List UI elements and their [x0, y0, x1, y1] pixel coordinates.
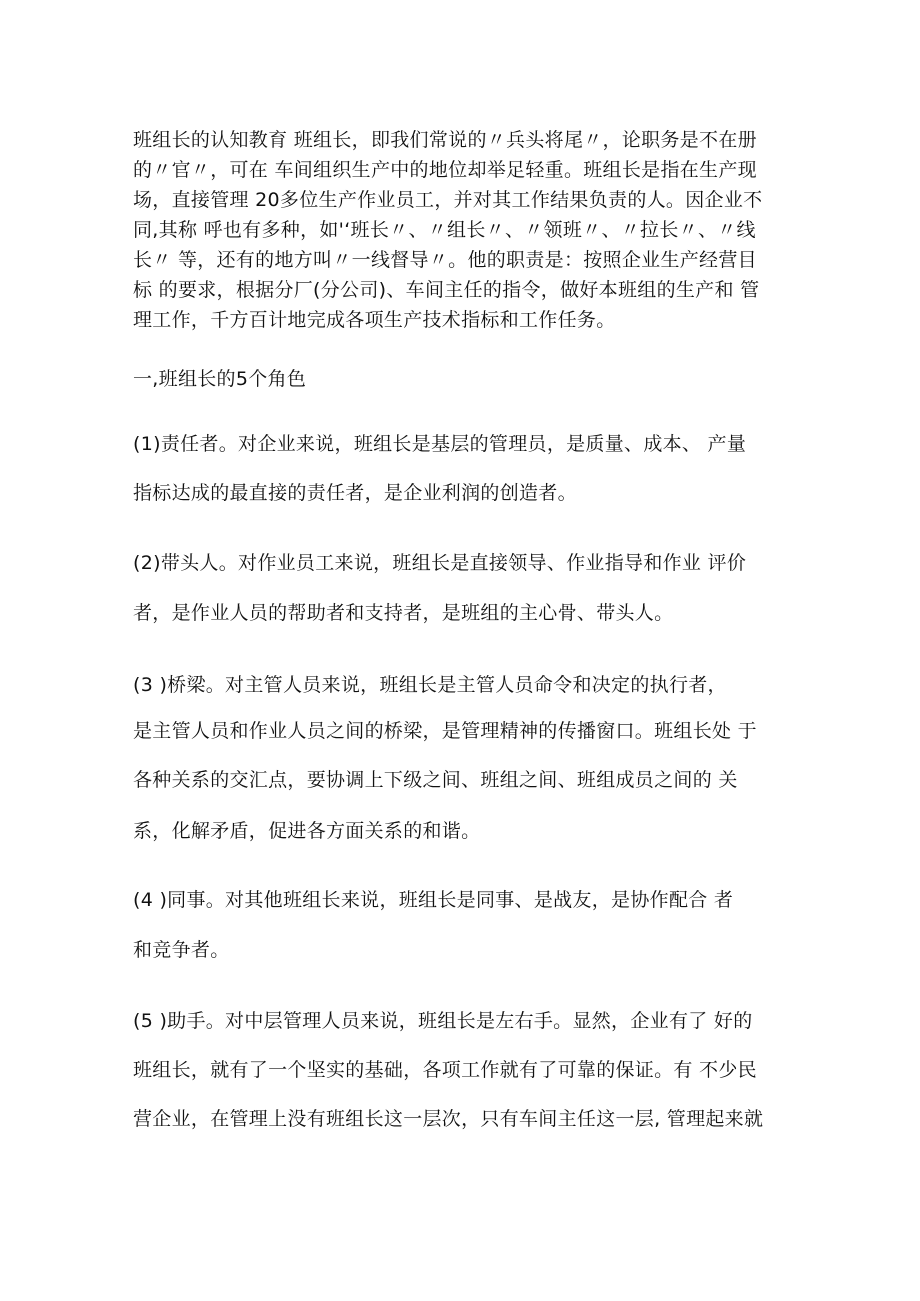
intro-line: 长〃 等，还有的地方叫〃一线督导〃。他的职责是：按照企业生产经营目 — [133, 249, 757, 271]
intro-line: 的〃官〃，可在 车间组织生产中的地位却举足轻重。班组长是指在生产现 — [133, 159, 757, 181]
role-line: (5 )助手。对中层管理人员来说，班组长是左右手。显然，企业有了 好的 — [133, 1010, 753, 1032]
role-line: 各种关系的交汇点，要协调上下级之间、班组之间、班组成员之间的 关 — [133, 769, 738, 791]
role-line: 和竞争者。 — [133, 939, 230, 961]
intro-line: 标 的要求，根据分厂(分公司)、车间主任的指令，做好本班组的生产和 管 — [133, 279, 760, 301]
role-line: (4 )同事。对其他班组长来说，班组长是同事、是战友，是协作配合 者 — [133, 889, 734, 911]
role-line: 是主管人员和作业人员之间的桥梁，是管理精神的传播窗口。班组长处 于 — [133, 720, 757, 742]
role-line: 者，是作业人员的帮助者和支持者，是班组的主心骨、带头人。 — [133, 602, 674, 624]
section-heading: 一,班组长的5个角色 — [133, 368, 307, 390]
role-line: 班组长，就有了一个坚实的基础，各项工作就有了可靠的保证。有 不少民 — [133, 1059, 757, 1081]
intro-line: 理工作，千方百计地完成各项生产技术指标和工作任务。 — [133, 309, 616, 331]
intro-line: 同,其称 呼也有多种，如'‘班长〃、〃组长〃、〃领班〃、〃拉长〃、〃线 — [133, 219, 756, 241]
role-line: 指标达成的最直接的责任者，是企业利润的创造者。 — [133, 482, 577, 504]
intro-line: 班组长的认知教育 班组长，即我们常说的〃兵头将尾〃，论职务是不在册 — [133, 129, 757, 151]
role-line: 营企业，在管理上没有班组长这一层次，只有车间主任这一层, 管理起来就 — [133, 1108, 764, 1130]
role-line: (3 )桥梁。对主管人员来说，班组长是主管人员命令和决定的执行者， — [133, 674, 727, 696]
role-line: (2)带头人。对作业员工来说，班组长是直接领导、作业指导和作业 评价 — [133, 552, 747, 574]
role-line: 系，化解矛盾，促进各方面关系的和谐。 — [133, 820, 481, 842]
intro-line: 场，直接管理 20多位生产作业员工，并对其工作结果负责的人。因企业不 — [133, 189, 763, 211]
role-line: (1)责任者。对企业来说，班组长是基层的管理员，是质量、成本、 产量 — [133, 433, 747, 455]
